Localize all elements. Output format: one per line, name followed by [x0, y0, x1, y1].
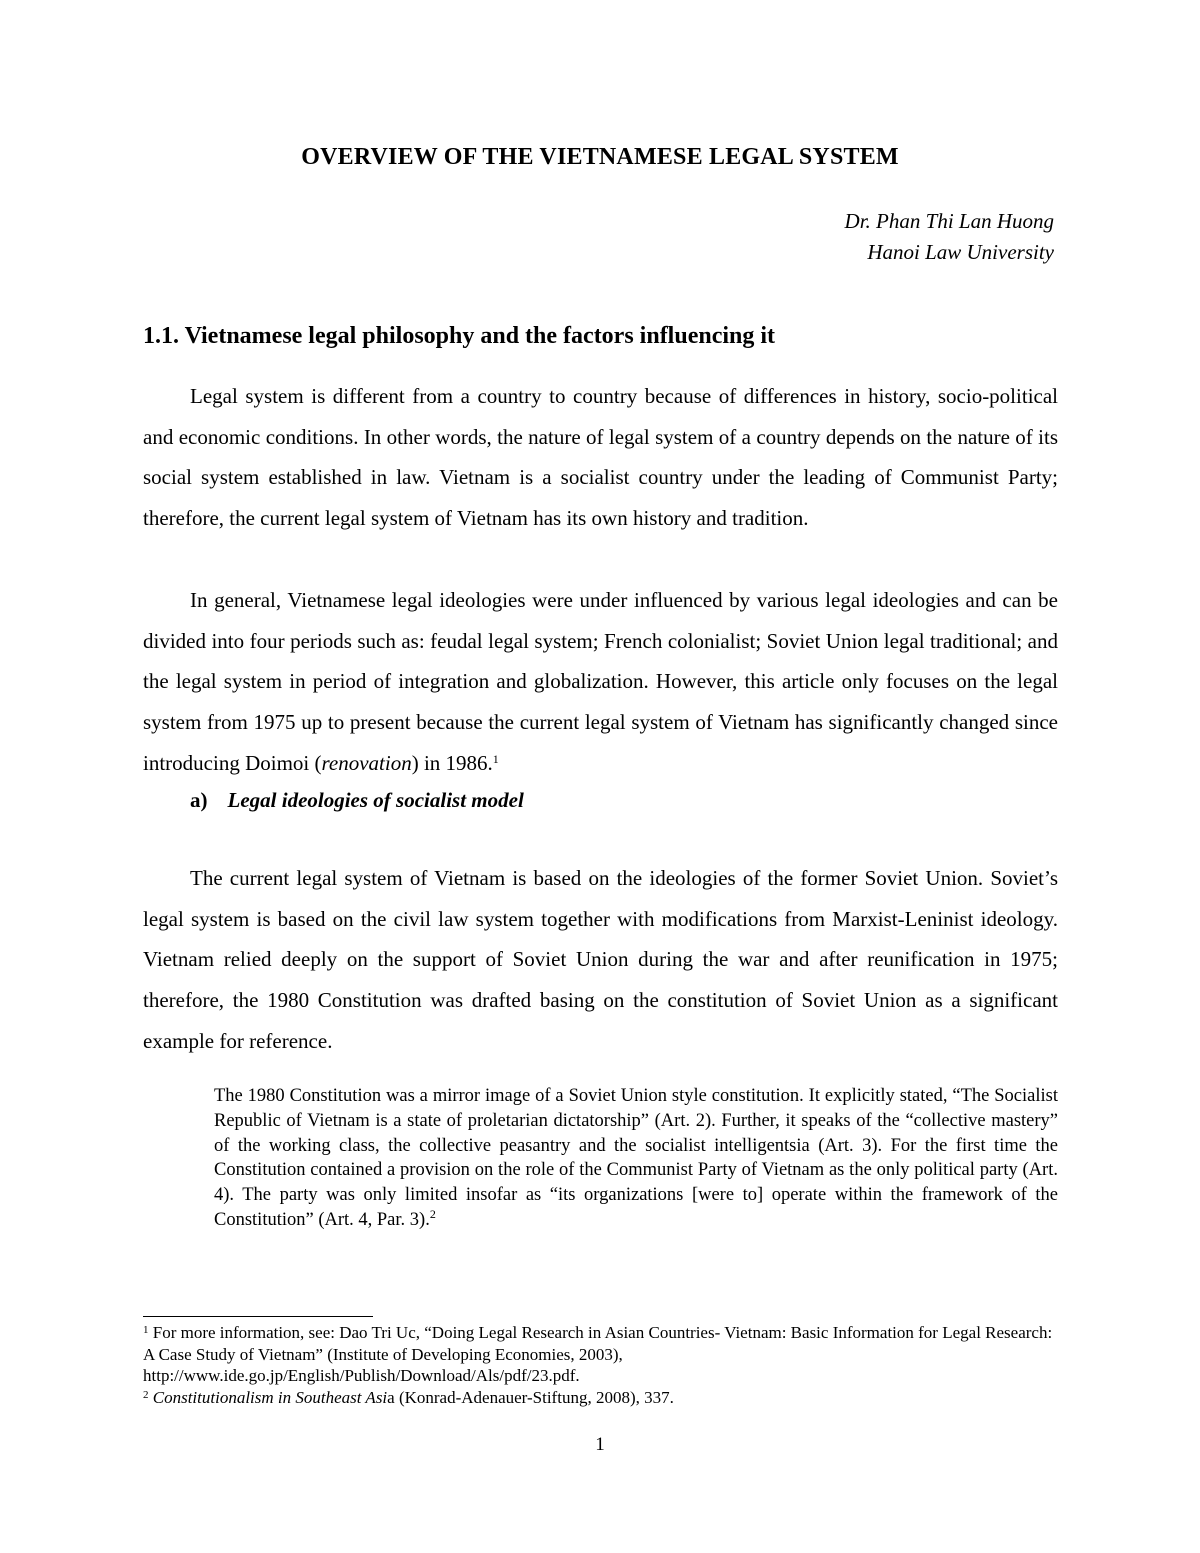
quote-text: The 1980 Constitution was a mirror image of a Soviet Union style constitution. It explicitly stated, “The Socialist Republic of Vietnam is a state of proletarian dictatorship” (Art. 2). Further, it speaks of the “collective mastery” of the working class, the collective peasantry and the socialist intelligentsia (Art. 3). For the first time the Constitution contained a provision on the role of the Communist Party of Vietnam as the only political party (Art. 4). The party was only limited insofar as “its organizations [were to] operate within the framework of the Constitution” (Art. 4, Par. 3).: [214, 1086, 1058, 1230]
document-title: OVERVIEW OF THE VIETNAMESE LEGAL SYSTEM: [301, 144, 899, 170]
footnote-reference[interactable]: 2: [429, 1206, 436, 1221]
paragraph-text: In general, Vietnamese legal ideologies were under influenced by various legal ideologies and can be divided into four periods such as: feudal legal system; French colonialist; Soviet Union legal traditional; and the legal system in period of integration and globalization. However, this article only focuses on the legal system from 1975 up to present because the current legal system of Vietnam has significantly changed since introducing Doimoi (: [143, 588, 1058, 775]
footnote-italic-title: Constitutionalism in Southeast Asi: [152, 1387, 388, 1407]
footnote-number: 2: [143, 1388, 149, 1401]
paragraph-text: ) in 1986.: [411, 750, 493, 775]
author-block: [845, 206, 1054, 268]
footnotes: [143, 1322, 1058, 1408]
italic-term: renovation: [321, 750, 412, 775]
subsection-heading: [190, 788, 524, 813]
footnote-text: a (Konrad-Adenauer-Stiftung, 2008), 337.: [387, 1387, 674, 1407]
footnote-separator: [143, 1316, 373, 1317]
footnote-item: [143, 1387, 1058, 1409]
author-name: Dr. Phan Thi Lan Huong: [844, 209, 1054, 233]
section-heading: 1.1. Vietnamese legal philosophy and the factors influencing it: [143, 323, 776, 349]
page-number: 1: [595, 1434, 605, 1455]
block-quote: [214, 1084, 1058, 1233]
footnote-text: For more information, see: Dao Tri Uc, “Doing Legal Research in Asian Countries- Vietnam: Basic Information for Legal Research: A Case Study of Vietnam” (Institute of Developing Economies, 2003), http://www.ide.go.jp/English/Publish/Download/Als/pdf/23.pdf.: [143, 1323, 1053, 1385]
body-paragraph: Legal system is different from a country to country because of differences in history, socio-political and economic conditions. In other words, the nature of legal system of a country depends on the nature of its social system established in law. Vietnam is a socialist country under the leading of Communist Party; therefore, the current legal system of Vietnam has its own history and tradition.: [143, 384, 1058, 531]
subsection-title: Legal ideologies of socialist model: [227, 788, 524, 812]
footnote-item: [143, 1322, 1058, 1387]
body-paragraph: The current legal system of Vietnam is based on the ideologies of the former Soviet Union. Soviet’s legal system is based on the civil law system together with modifications from Marxist-Leninist ideology. Vietnam relied deeply on the support of Soviet Union during the war and after reunification in 1975; therefore, the 1980 Constitution was drafted basing on the constitution of Soviet Union as a significant example for reference.: [143, 866, 1058, 1053]
author-affiliation: Hanoi Law University: [867, 240, 1054, 264]
body-paragraph: [143, 580, 1058, 784]
footnote-number: 1: [143, 1324, 149, 1336]
subsection-marker: a): [190, 788, 208, 812]
footnote-reference[interactable]: 1: [492, 751, 499, 766]
